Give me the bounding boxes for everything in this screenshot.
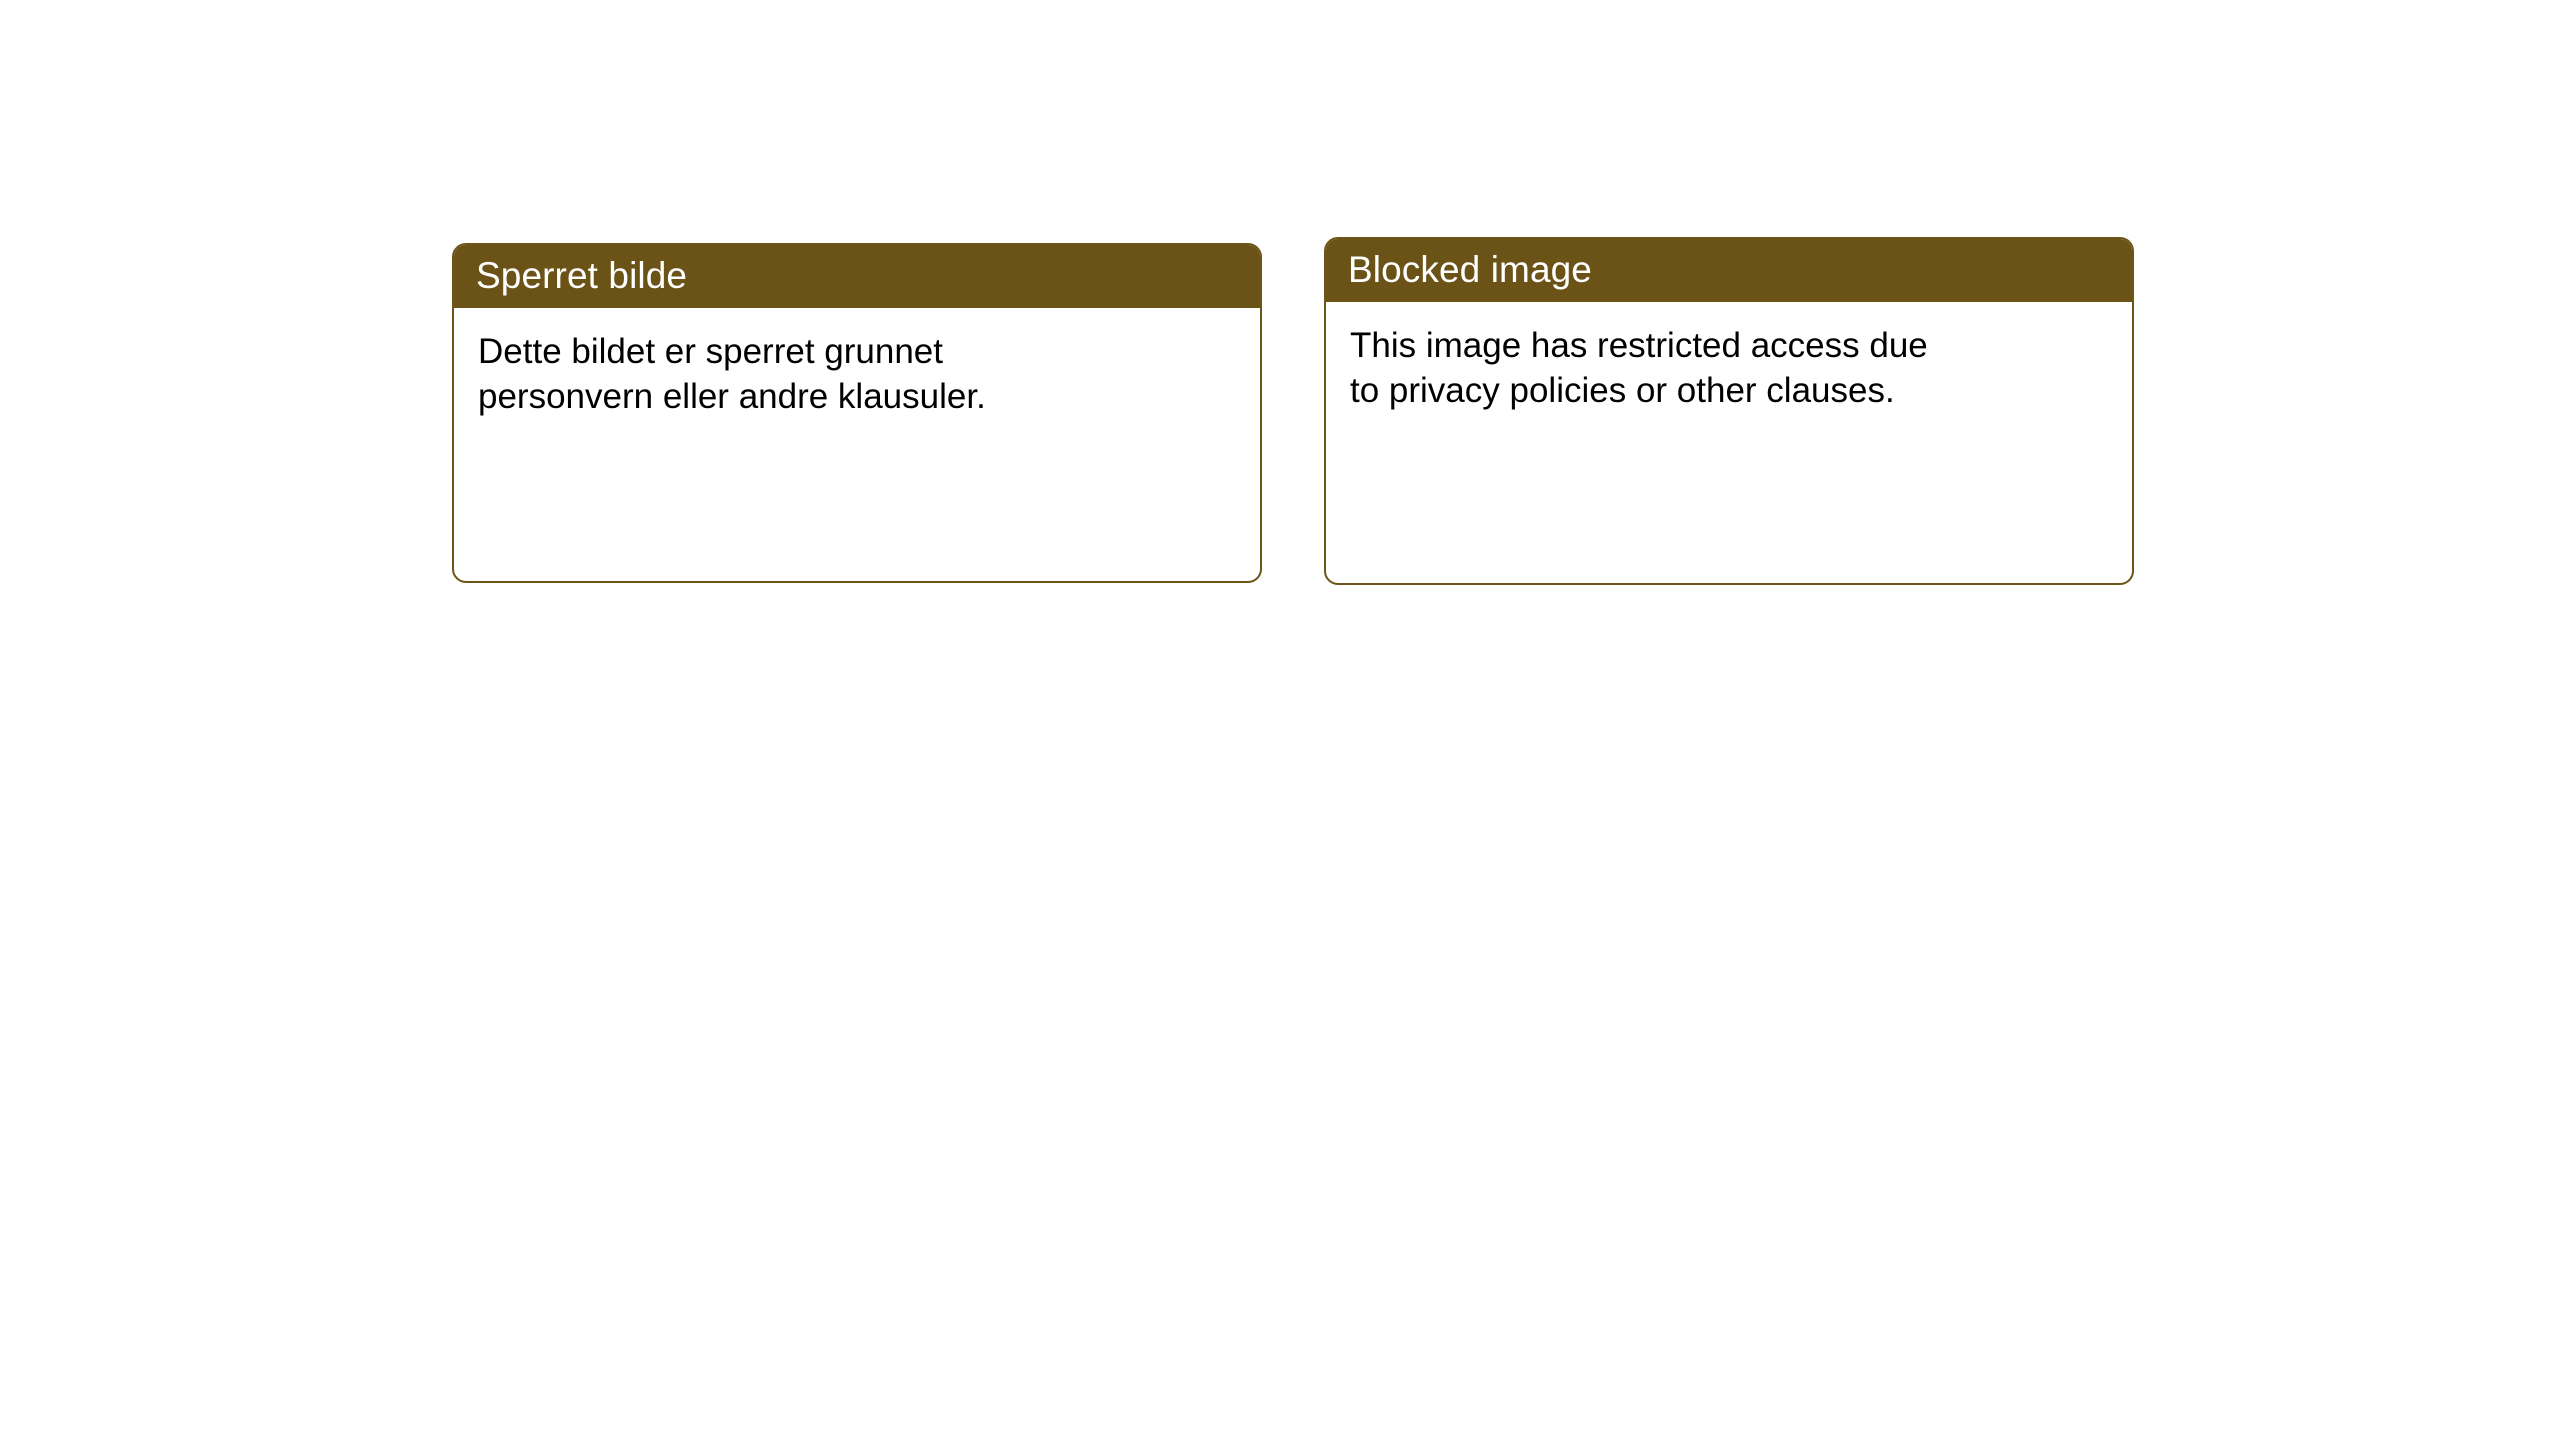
notice-title-no: Sperret bilde — [454, 245, 1260, 308]
notice-title-en: Blocked image — [1326, 239, 2132, 302]
blocked-image-notice-no — [452, 243, 1262, 583]
blocked-image-notice-en — [1324, 237, 2134, 585]
notice-body-no: Dette bildet er sperret grunnet personvern eller andre klausuler. — [478, 332, 986, 416]
notice-body-en: This image has restricted access due to privacy policies or other clauses. — [1350, 326, 1928, 410]
